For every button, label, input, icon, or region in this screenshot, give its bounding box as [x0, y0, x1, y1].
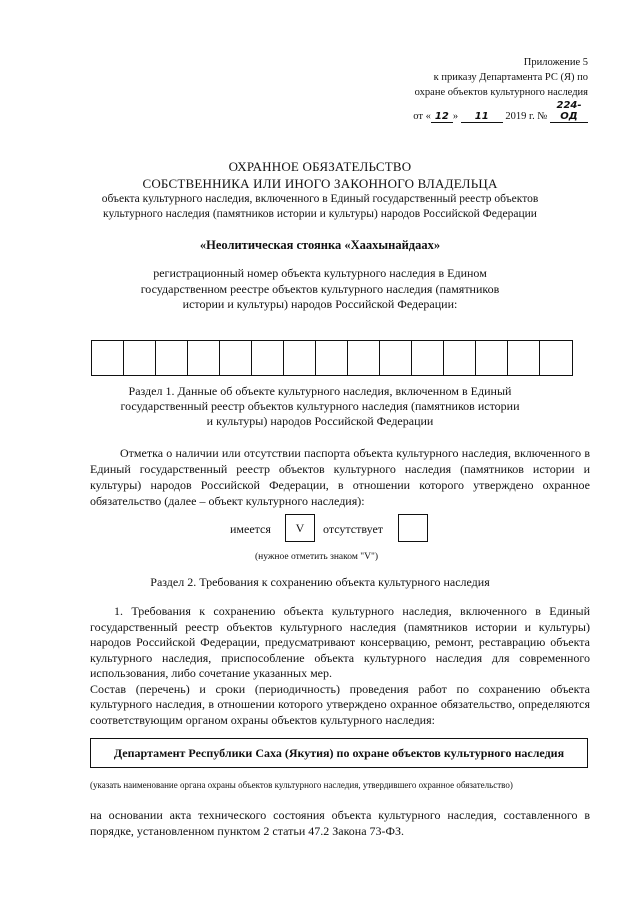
registration-digit-box[interactable] [412, 341, 444, 375]
title-line-1: ОХРАННОЕ ОБЯЗАТЕЛЬСТВО [228, 159, 412, 174]
title-line-4: культурного наследия (памятников истории и культуры) народов Российской Федерации [103, 208, 537, 220]
year-text: 2019 г. № [505, 111, 548, 122]
section-1-heading: Раздел 1. Данные об объекте культурного наследия, включенном в Единый государственный реестр объектов культурного наследия (памятников истории и культуры) народов Российской Федерации [120, 384, 520, 428]
handwritten-day: 12 [431, 111, 453, 123]
appendix-date-line [328, 100, 588, 124]
registration-digit-box[interactable] [284, 341, 316, 375]
requirements-paragraph-1: 1. Требования к сохранению объекта культурного наследия, включенного в Единый государственный реестр объектов культурного наследия (памятников истории и культуры) народов Российской Федерации, предусматривают консервацию, ремонт, реставрацию объекта культурного наследия, приспособление объекта культурного наследия для современного использования, либо сочетание указанных мер. [90, 604, 590, 680]
passport-choice [0, 514, 640, 544]
registration-digit-box[interactable] [348, 341, 380, 375]
present-checkbox[interactable]: V [285, 514, 315, 542]
passport-mark-text [90, 445, 590, 509]
registration-digit-box[interactable] [188, 341, 220, 375]
registration-text: регистрационный номер объекта культурного наследия в Едином государственном реестре объектов культурного наследия (памятников истории и культуры) народов Российской Федерации: [140, 266, 500, 311]
appendix-header [328, 55, 588, 124]
check-note: (нужное отметить знаком "V") [255, 552, 378, 562]
registration-number-boxes [91, 340, 573, 376]
appendix-line-3: охране объектов культурного наследия [414, 87, 588, 98]
absent-label: отсутствует [323, 522, 384, 536]
passport-mark-paragraph: Отметка о наличии или отсутствии паспорта объекта культурного наследия, включенного в Единый государственный реестр объектов культурного наследия (памятников истории и культуры) народов Российской Федерации, в отношении которого утверждено охранное обязательство (далее – объект культурного наследия): [90, 446, 590, 508]
object-name: «Неолитическая стоянка «Хаахынайдаах» [199, 238, 441, 252]
appendix-line-2: к приказу Департамента РС (Я) по [433, 72, 588, 83]
department-note: (указать наименование органа охраны объектов культурного наследия, утвердившего охранное обязательство) [90, 780, 513, 790]
registration-digit-box[interactable] [508, 341, 540, 375]
absent-checkbox[interactable] [398, 514, 428, 542]
registration-digit-box[interactable] [252, 341, 284, 375]
document-title [60, 158, 580, 222]
handwritten-month: 11 [461, 111, 503, 123]
basis-text: на основании акта технического состояния объекта культурного наследия, составленного в порядке, установленном пунктом 2 статьи 47.2 Закона 73-ФЗ. [90, 808, 590, 838]
appendix-line-1: Приложение 5 [523, 57, 588, 68]
requirements-text [90, 604, 590, 728]
registration-digit-box[interactable] [444, 341, 476, 375]
date-close: » [452, 111, 459, 122]
title-line-3: объекта культурного наследия, включенного в Единый государственный реестр объектов [101, 193, 539, 205]
registration-digit-box[interactable] [380, 341, 412, 375]
department-name-box: Департамент Республики Саха (Якутия) по охране объектов культурного наследия [90, 738, 588, 768]
registration-digit-box[interactable] [92, 341, 124, 375]
title-line-2: СОБСТВЕННИКА ИЛИ ИНОГО ЗАКОННОГО ВЛАДЕЛЬЦА [142, 176, 498, 191]
present-label: имеется [230, 522, 271, 536]
registration-digit-box[interactable] [156, 341, 188, 375]
registration-digit-box[interactable] [220, 341, 252, 375]
date-prefix: от « [413, 111, 431, 122]
registration-digit-box[interactable] [476, 341, 508, 375]
section-2-heading: Раздел 2. Требования к сохранению объекта культурного наследия [150, 575, 490, 589]
requirements-paragraph-2: Состав (перечень) и сроки (периодичность) проведения работ по сохранению объекта культурного наследия, в отношении которого утверждено охранное обязательство, определяются соответствующим органом охраны объектов культурного наследия: [90, 681, 590, 727]
handwritten-order-number: 224-ОД [550, 100, 588, 123]
registration-digit-box[interactable] [124, 341, 156, 375]
registration-digit-box[interactable] [316, 341, 348, 375]
registration-digit-box[interactable] [540, 341, 572, 375]
